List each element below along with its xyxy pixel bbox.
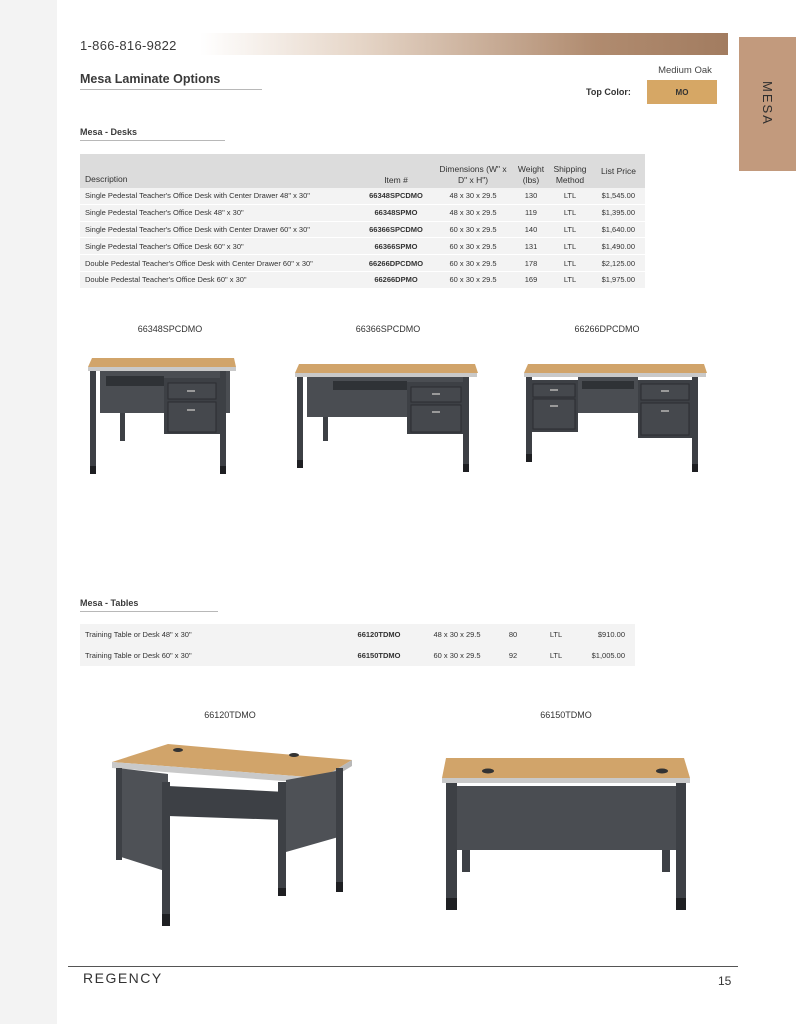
tables-section-title: Mesa - Tables	[80, 598, 218, 612]
row-shipping: LTL	[548, 221, 592, 238]
row-weight: 169	[514, 271, 548, 288]
row-description: Single Pedestal Teacher's Office Desk 60" x 30"	[80, 238, 360, 255]
row-weight: 130	[514, 188, 548, 204]
row-description: Single Pedestal Teacher's Office Desk 48" x 30"	[80, 204, 360, 221]
table-row	[80, 255, 645, 272]
row-weight: 140	[514, 221, 548, 238]
row-price: $1,395.00	[592, 204, 645, 221]
left-margin-strip	[0, 0, 57, 1024]
col-price: List Price	[592, 154, 645, 188]
row-weight: 131	[514, 238, 548, 255]
row-shipping: LTL	[528, 645, 584, 666]
col-dimensions: Dimensions (W" x D" x H")	[432, 154, 514, 188]
table-image-caption-1: 66120TDMO	[204, 710, 256, 720]
desk-image-caption-3: 66266DPCDMO	[574, 324, 640, 334]
desk-image-66348SPCDMO	[86, 354, 238, 476]
table-row	[80, 271, 645, 288]
row-shipping: LTL	[548, 255, 592, 272]
color-swatch	[647, 80, 717, 104]
col-item: Item #	[360, 154, 432, 188]
row-description: Training Table or Desk 48" x 30"	[80, 624, 342, 645]
row-item: 66266DPCDMO	[360, 255, 432, 272]
row-description: Single Pedestal Teacher's Office Desk with Center Drawer 60" x 30"	[80, 221, 360, 238]
tables-table	[80, 624, 635, 666]
row-description: Double Pedestal Teacher's Office Desk with Center Drawer 60" x 30"	[80, 255, 360, 272]
row-item: 66366SPMO	[360, 238, 432, 255]
desk-image-caption-1: 66348SPCDMO	[137, 324, 203, 334]
table-image-66120TDMO	[108, 742, 354, 928]
footer-divider	[68, 966, 738, 967]
col-shipping: Shipping Method	[548, 154, 592, 188]
table-row	[80, 221, 645, 238]
top-color-name: Medium Oak	[658, 65, 712, 76]
row-description: Double Pedestal Teacher's Office Desk 60" x 30"	[80, 271, 360, 288]
phone-number: 1-866-816-9822	[80, 38, 177, 53]
side-tab-label: MESA	[760, 81, 775, 126]
col-weight: Weight (lbs)	[514, 154, 548, 188]
page-number: 15	[718, 974, 732, 988]
row-price: $1,490.00	[592, 238, 645, 255]
row-price: $1,640.00	[592, 221, 645, 238]
desks-table	[80, 154, 645, 289]
row-weight: 80	[498, 624, 528, 645]
brand-logo: REGENCY	[83, 970, 163, 986]
color-swatch-code: MO	[675, 87, 689, 97]
table-image-66150TDMO	[440, 756, 692, 912]
row-dimensions: 60 x 30 x 29.5	[432, 238, 514, 255]
col-description: Description	[80, 154, 360, 188]
row-price: $910.00	[584, 624, 635, 645]
row-dimensions: 48 x 30 x 29.5	[432, 188, 514, 204]
top-color-label: Top Color:	[586, 87, 631, 97]
row-price: $1,975.00	[592, 271, 645, 288]
header-gradient-bar	[200, 33, 728, 55]
table-row	[80, 645, 635, 666]
row-item: 66366SPCDMO	[360, 221, 432, 238]
row-description: Single Pedestal Teacher's Office Desk with Center Drawer 48" x 30"	[80, 188, 360, 204]
desk-image-caption-2: 66366SPCDMO	[355, 324, 421, 334]
table-row	[80, 238, 645, 255]
table-image-caption-2: 66150TDMO	[540, 710, 592, 720]
row-shipping: LTL	[548, 238, 592, 255]
row-weight: 178	[514, 255, 548, 272]
row-item: 66348SPCDMO	[360, 188, 432, 204]
row-description: Training Table or Desk 60" x 30"	[80, 645, 342, 666]
row-dimensions: 60 x 30 x 29.5	[416, 645, 498, 666]
desk-image-66266DPCDMO	[522, 360, 708, 476]
row-price: $2,125.00	[592, 255, 645, 272]
row-item: 66120TDMO	[342, 624, 416, 645]
row-price: $1,545.00	[592, 188, 645, 204]
row-dimensions: 60 x 30 x 29.5	[432, 255, 514, 272]
row-weight: 92	[498, 645, 528, 666]
table-row	[80, 188, 645, 204]
page-title: Mesa Laminate Options	[80, 72, 262, 90]
row-shipping: LTL	[548, 188, 592, 204]
table-row	[80, 624, 635, 645]
row-weight: 119	[514, 204, 548, 221]
row-shipping: LTL	[548, 271, 592, 288]
table-header-row	[80, 154, 645, 188]
row-item: 66266DPMO	[360, 271, 432, 288]
desks-section-title: Mesa - Desks	[80, 127, 225, 141]
row-shipping: LTL	[548, 204, 592, 221]
table-row	[80, 204, 645, 221]
row-item: 66348SPMO	[360, 204, 432, 221]
row-price: $1,005.00	[584, 645, 635, 666]
row-item: 66150TDMO	[342, 645, 416, 666]
row-dimensions: 60 x 30 x 29.5	[432, 271, 514, 288]
row-dimensions: 60 x 30 x 29.5	[432, 221, 514, 238]
row-dimensions: 48 x 30 x 29.5	[416, 624, 498, 645]
row-dimensions: 48 x 30 x 29.5	[432, 204, 514, 221]
row-shipping: LTL	[528, 624, 584, 645]
desk-image-66366SPCDMO	[293, 360, 479, 476]
